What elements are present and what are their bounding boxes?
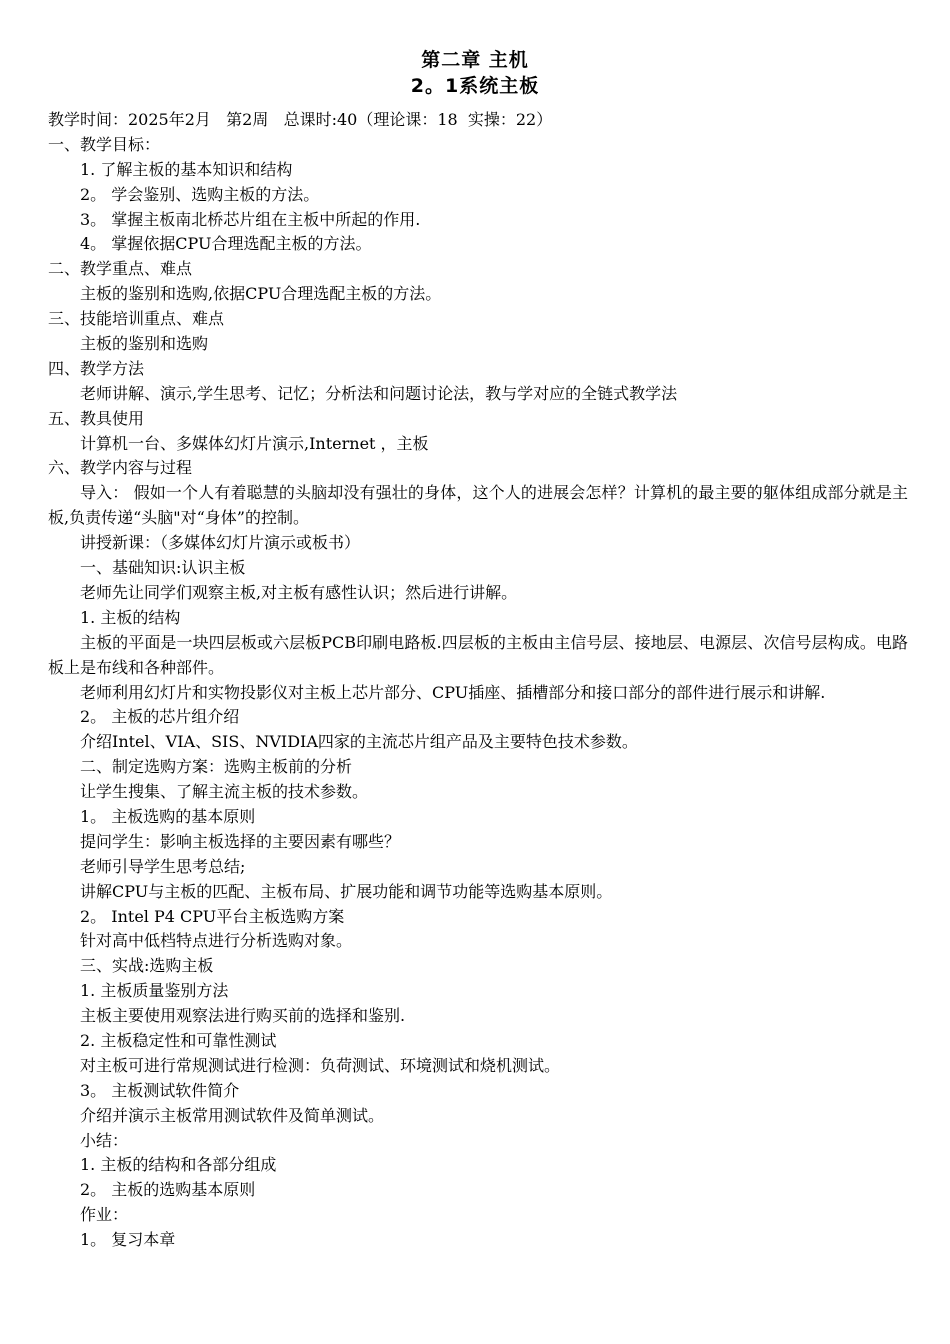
body-line: 2。 主板的选购基本原则 xyxy=(80,1180,256,1200)
body-line: 主板的鉴别和选购 xyxy=(80,334,209,354)
body-line: 介绍并演示主板常用测试软件及简单测试。 xyxy=(80,1105,385,1125)
body-line: 小结： xyxy=(80,1130,129,1150)
body-line: 老师先让同学们观察主板,对主板有感性认识；然后进行讲解。 xyxy=(80,582,518,602)
document-body xyxy=(48,108,908,1253)
body-line: 对主板可进行常规测试进行检测：负荷测试、环境测试和烧机测试。 xyxy=(80,1055,561,1075)
body-line: 四、教学方法 xyxy=(48,358,145,378)
body-line: 2。 Intel P4 CPU平台主板选购方案 xyxy=(80,906,345,926)
body-line: 二、教学重点、难点 xyxy=(48,259,193,279)
body-line: 二、制定选购方案：选购主板前的分析 xyxy=(80,757,353,777)
body-line: 讲解CPU与主板的匹配、主板布局、扩展功能和调节功能等选购基本原则。 xyxy=(80,881,613,901)
body-line: 老师利用幻灯片和实物投影仪对主板上芯片部分、CPU插座、插槽部分和接口部分的部件进行展示和讲解. xyxy=(80,682,826,702)
body-line: 1。 主板选购的基本原则 xyxy=(80,807,256,827)
body-line: 1. 了解主板的基本知识和结构 xyxy=(80,159,293,179)
body-line: 作业： xyxy=(80,1205,129,1225)
body-line: 六、教学内容与过程 xyxy=(48,458,193,478)
body-line: 4。 掌握依据CPU合理选配主板的方法。 xyxy=(80,234,372,254)
body-line: 讲授新课：（多媒体幻灯片演示或板书） xyxy=(80,533,361,553)
body-line: 介绍Intel、VIA、SIS、NVIDIA四家的主流芯片组产品及主要特色技术参数。 xyxy=(80,732,638,752)
body-line: 一、基础知识:认识主板 xyxy=(80,558,246,578)
meta-line: 教学时间：2025年2月 第2周 总课时:40（理论课：18 实操：22） xyxy=(48,110,553,129)
body-line: 主板的鉴别和选购,依据CPU合理选配主板的方法。 xyxy=(80,284,442,304)
chapter-title: 第二章 主机 xyxy=(421,49,529,71)
section-title: 2。1系统主板 xyxy=(410,75,540,97)
body-line: 老师引导学生思考总结; xyxy=(80,856,246,876)
body-line: 1。 复习本章 xyxy=(80,1230,176,1250)
body-line: 针对高中低档特点进行分析选购对象。 xyxy=(80,931,353,951)
body-line: 三、实战:选购主板 xyxy=(80,956,214,976)
body-line: 3。 掌握主板南北桥芯片组在主板中所起的作用. xyxy=(80,209,421,229)
body-line: 2. 主板稳定性和可靠性测试 xyxy=(80,1031,277,1051)
body-line: 主板主要使用观察法进行购买前的选择和鉴别. xyxy=(80,1006,406,1026)
body-line: 主板的平面是一块四层板或六层板PCB印刷电路板.四层板的主板由主信号层、接地层、电源层、次信号层构成。电路板上是布线和各种部件。 xyxy=(48,632,908,677)
body-line: 老师讲解、演示,学生思考、记忆；分析法和问题讨论法，教与学对应的全链式教学法 xyxy=(80,383,678,403)
body-line: 让学生搜集、了解主流主板的技术参数。 xyxy=(80,782,369,802)
body-line: 一、教学目标： xyxy=(48,134,161,154)
body-line: 1. 主板的结构 xyxy=(80,607,181,627)
body-line: 计算机一台、多媒体幻灯片演示,Internet ，主板 xyxy=(80,433,429,453)
body-line: 2。 主板的芯片组介绍 xyxy=(80,707,240,727)
body-line: 导入： 假如一个人有着聪慧的头脑却没有强壮的身体，这个人的进展会怎样？计算机的最主要的躯体组成部分就是主板,负责传递“头脑"对“身体”的控制。 xyxy=(48,483,908,528)
body-line: 1. 主板质量鉴别方法 xyxy=(80,981,229,1001)
body-line: 五、教具使用 xyxy=(48,408,145,428)
body-line: 提问学生：影响主板选择的主要因素有哪些？ xyxy=(80,831,401,851)
body-line: 3。 主板测试软件简介 xyxy=(80,1080,240,1100)
body-line: 2。 学会鉴别、选购主板的方法。 xyxy=(80,184,320,204)
body-line: 三、技能培训重点、难点 xyxy=(48,309,225,329)
body-line: 1. 主板的结构和各部分组成 xyxy=(80,1155,277,1175)
